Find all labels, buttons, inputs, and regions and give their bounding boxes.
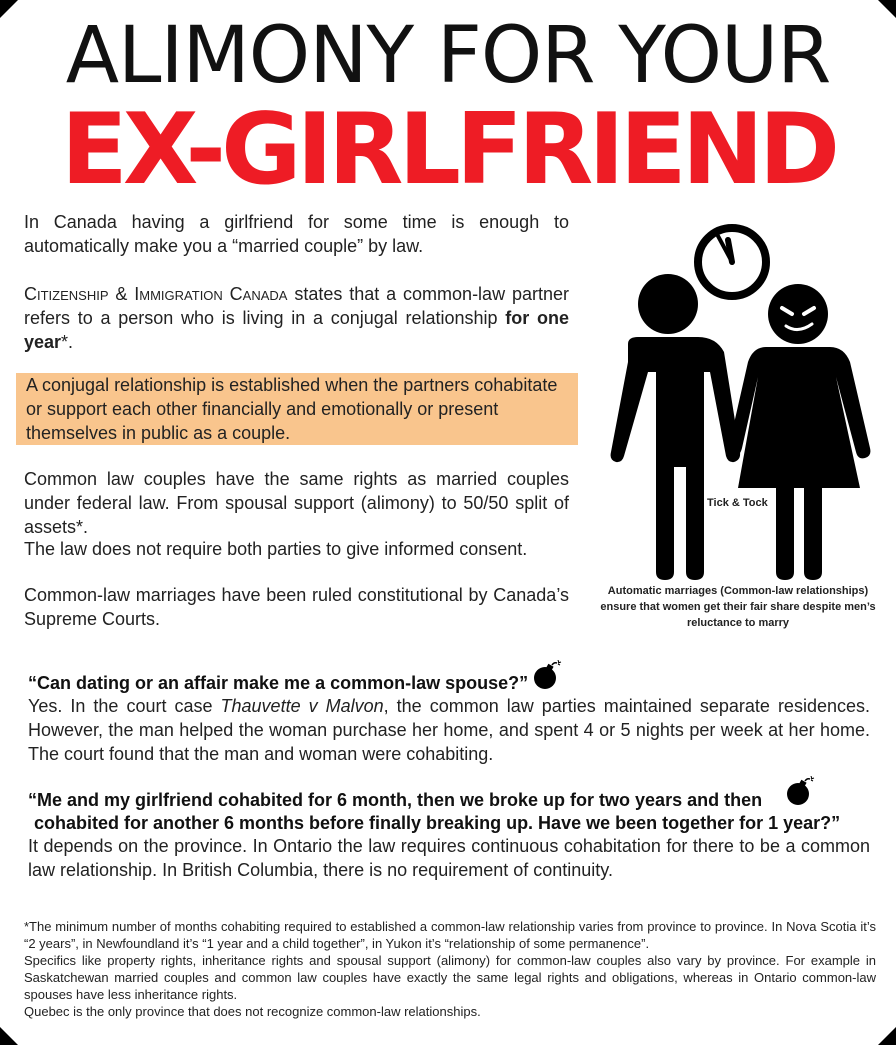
title-line-1: ALIMONY FOR YOUR — [65, 11, 831, 101]
corner-decoration — [0, 1027, 18, 1045]
footnote-2: Specifics like property rights, inheritance rights and spousal support (alimony) for common-law couples also vary by province. For example in Saskatchewan married couples and common law couples have exactly the same legal rights and obligations, whereas in Ontario common-law spouses have less inheritance rights. — [24, 953, 876, 1002]
constitutional-text: Common-law marriages have been ruled constitutional by Canada’s Supreme Courts. — [24, 585, 569, 629]
intro-paragraph-1 — [24, 210, 569, 258]
illustration-caption: Automatic marriages (Common-law relationships) ensure that women get their fair share despite men’s reluctance to marry — [600, 585, 876, 629]
court-case-name: Thauvette v Malvon — [220, 696, 384, 716]
consent-text: The law does not require both parties to give informed consent. — [24, 539, 528, 559]
conjugal-definition: A conjugal relationship is established when the partners cohabitate or support each other financially and emotionally or present themselves in public as a couple. — [26, 375, 558, 443]
answer-1-text: Yes. In the court case — [28, 696, 221, 716]
corner-decoration — [878, 1027, 896, 1045]
answer-2: It depends on the province. In Ontario the law requires continuous cohabitation for there to be a common law relationship. In British Columbia, there is no requirement of continuity. — [28, 836, 870, 880]
intro-paragraph-3 — [24, 467, 569, 539]
rights-text: Common law couples have the same rights as married couples under federal law. From spousal support (alimony) to 50/50 split of assets*. — [24, 469, 569, 537]
highlight-box — [16, 373, 578, 445]
intro-paragraph-5 — [24, 583, 569, 631]
illustration-label: Tick & Tock — [707, 497, 768, 509]
couple-illustration — [598, 222, 883, 582]
question-1: “Can dating or an affair make me a common-law spouse?” — [28, 673, 529, 693]
definition-text: states that a common-law partner refers to a person who is living in a conjugal relationship — [24, 284, 569, 328]
footnotes — [24, 918, 876, 1020]
footnote-3: Quebec is the only province that does not recognize common-law relationships. — [24, 1004, 481, 1019]
title-line-2: EX-GIRLFRIEND — [60, 93, 836, 207]
duration-emphasis: for one year — [24, 308, 570, 352]
agency-name: Citizenship & Immigration Canada — [24, 284, 288, 304]
bomb-icon — [785, 776, 815, 806]
question-2-line-1: “Me and my girlfriend cohabited for 6 month, then we broke up for two years and then — [28, 790, 763, 810]
footnote-marker: *. — [61, 332, 74, 352]
intro-paragraph-2 — [24, 282, 569, 354]
answer-1-text-cont: , the common law parties maintained separate residences. However, the man helped the woman purchase her home, and spent 4 or 5 nights per week at her home. The court found that the man and woman were cohabiting. — [28, 696, 870, 764]
footnote-1: *The minimum number of months cohabiting required to established a common-law relationship varies from province to province. In Nova Scotia it’s “2 years”, in Newfoundland it’s “1 year and a child together”, in Yukon it’s “relationship of some permanence”. — [24, 919, 876, 951]
woman-icon — [728, 284, 871, 580]
man-icon — [611, 274, 741, 580]
clock-icon — [698, 228, 766, 296]
bomb-icon — [532, 660, 562, 690]
intro-text: In Canada having a girlfriend for some time is enough to automatically make you a “married couple” by law. — [24, 212, 569, 256]
answer-1 — [28, 694, 870, 766]
intro-paragraph-4 — [24, 537, 569, 561]
question-2-line-2: cohabited for another 6 months before finally breaking up. Have we been together for 1 year?” — [34, 813, 841, 833]
